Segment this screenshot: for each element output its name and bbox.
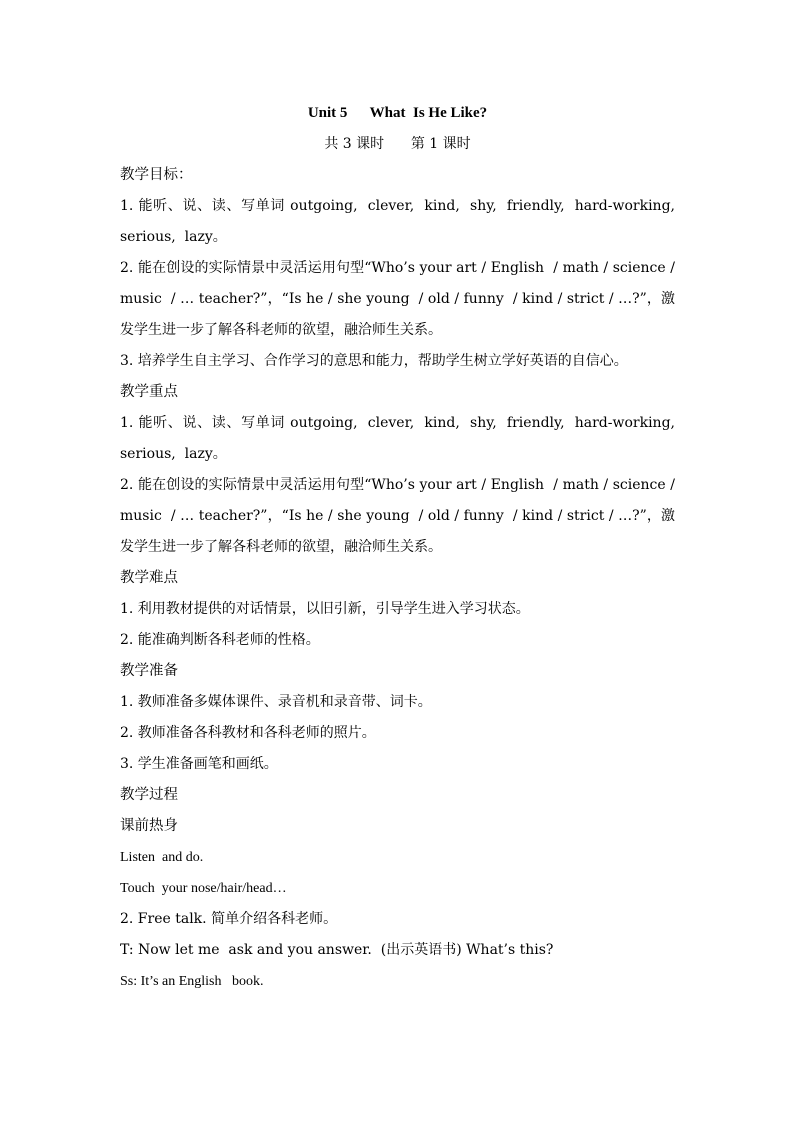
key-point-item-2: 2. 能在创设的实际情景中灵活运用句型“Who’s your art / English / math / science / music / … teacher?”，“Is he / she young / old / funny / kind / strict / …?”，激发学生进一步了解各科老师的欲望，融洽师生关系。 [120,477,680,555]
preparation-item-3: 3. 学生准备画笔和画纸。 [120,756,278,772]
warm-up-line-1: Listen and do. [120,850,204,865]
document-subtitle: 共 3 课时 第 1 课时 [324,136,471,152]
document-body [120,98,680,997]
warm-up-line-5: Ss: It’s an English book. [120,974,264,989]
difficulty-item-1: 1. 利用教材提供的对话情景，以旧引新，引导学生进入学习状态。 [120,601,530,617]
preparation-item-2: 2. 教师准备各科教材和各科老师的照片。 [120,725,376,741]
document-title: Unit 5 What Is He Like? [307,105,488,121]
section-heading-preparation: 教学准备 [120,663,178,679]
objective-item-1: 1. 能听、说、读、写单词 outgoing, clever, kind, shy, friendly, hard-working, serious, lazy。 [120,198,680,245]
section-heading-objectives: 教学目标： [120,167,193,183]
section-heading-process: 教学过程 [120,787,178,803]
objective-item-3: 3. 培养学生自主学习、合作学习的意思和能力，帮助学生树立学好英语的自信心。 [120,353,628,369]
warm-up-line-3: 2. Free talk. 简单介绍各科老师。 [120,911,338,927]
warm-up-line-4: T: Now let me ask and you answer. (出示英语书) What’s this? [120,942,554,958]
section-heading-key-points: 教学重点 [120,384,178,400]
section-heading-warm-up: 课前热身 [120,818,178,834]
warm-up-line-2: Touch your nose/hair/head… [120,881,287,896]
objective-item-2: 2. 能在创设的实际情景中灵活运用句型“Who’s your art / English / math / science / music / … teacher?”，“Is he / she young / old / funny / kind / strict / …?”，激发学生进一步了解各科老师的欲望，融洽师生关系。 [120,260,680,338]
difficulty-item-2: 2. 能准确判断各科老师的性格。 [120,632,320,648]
key-point-item-1: 1. 能听、说、读、写单词 outgoing, clever, kind, shy, friendly, hard-working, serious, lazy。 [120,415,680,462]
section-heading-difficulties: 教学难点 [120,570,178,586]
preparation-item-1: 1. 教师准备多媒体课件、录音机和录音带、词卡。 [120,694,432,710]
